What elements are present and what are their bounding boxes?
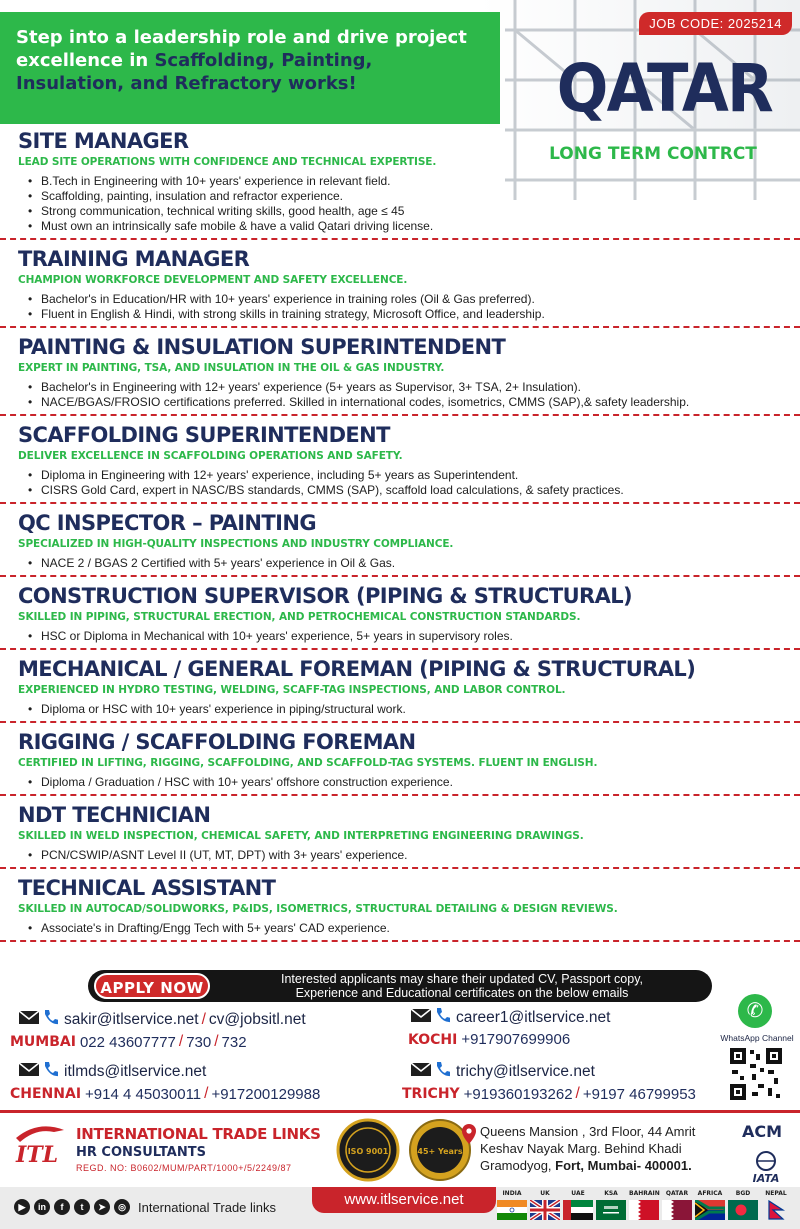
job-tagline: CERTIFIED IN LIFTING, RIGGING, SCAFFOLDING, AND SCAFFOLD-TAG SYSTEMS. FLUENT IN ENGLISH. — [18, 757, 598, 769]
job-title: CONSTRUCTION SUPERVISOR (PIPING & STRUCTURAL) — [18, 584, 633, 608]
job-tagline: DELIVER EXCELLENCE IN SCAFFOLDING OPERATIONS AND SAFETY. — [18, 450, 403, 462]
flag-uae: UAE — [563, 1190, 593, 1220]
svg-text:IATA: IATA — [752, 1172, 780, 1184]
job-painting-insulation-superintendent — [0, 333, 800, 416]
whatsapp-channel-label: WhatsApp Channel — [720, 1033, 794, 1043]
job-title: NDT TECHNICIAN — [18, 803, 211, 827]
iata-logo — [746, 1150, 786, 1184]
phone-number[interactable]: +919360193262 — [463, 1085, 573, 1103]
apply-now-button[interactable]: APPLY NOW — [94, 973, 210, 999]
flag-uk: UK — [530, 1190, 560, 1220]
iso-certified-badge — [336, 1118, 400, 1182]
phone-number[interactable]: +9197 46799953 — [582, 1085, 696, 1103]
job-tagline: LEAD SITE OPERATIONS WITH CONFIDENCE AND TECHNICAL EXPERTISE. — [18, 156, 437, 168]
registration-number: REGD. NO: B0602/MUM/PART/1000+/5/2249/87 — [76, 1163, 292, 1173]
job-tagline: SKILLED IN WELD INSPECTION, CHEMICAL SAFETY, AND INTERPRETING ENGINEERING DRAWINGS. — [18, 830, 584, 842]
headline-banner — [0, 12, 500, 124]
flag-africa: AFRICA — [695, 1190, 725, 1220]
phone-number[interactable]: +914 4 45030011 — [85, 1085, 202, 1103]
job-requirement: • Bachelor's in Education/HR with 10+ years' experience in training roles (Oil & Gas preferred). — [28, 292, 800, 307]
job-title: TECHNICAL ASSISTANT — [18, 876, 276, 900]
phone-number[interactable]: +917907699906 — [461, 1031, 571, 1048]
contract-type: LONG TERM CONTRCT — [549, 144, 757, 164]
city-label: CHENNAI — [10, 1086, 82, 1102]
job-technical-assistant — [0, 874, 800, 942]
job-tagline: EXPERT IN PAINTING, TSA, AND INSULATION IN THE OIL & GAS INDUSTRY. — [18, 362, 445, 374]
job-requirement: • Diploma in Engineering with 12+ years' experience, including 5+ years as Superintendent. — [28, 468, 800, 483]
email-link[interactable]: cv@jobsitl.net — [208, 1010, 306, 1028]
mail-phone-icon — [18, 1008, 58, 1031]
job-requirement: • HSC or Diploma in Mechanical with 10+ years' experience, 5+ years in supervisory roles. — [28, 629, 800, 644]
city-label: KOCHI — [408, 1031, 458, 1048]
job-tagline: EXPERIENCED IN HYDRO TESTING, WELDING, SCAFF-TAG INSPECTIONS, AND LABOR CONTROL. — [18, 684, 566, 696]
job-title: SCAFFOLDING SUPERINTENDENT — [18, 423, 390, 447]
office-chennai: itlmds@itlservice.net CHENNAI +914 4 45030011 / +917200129988 — [18, 1060, 320, 1103]
company-name: INTERNATIONAL TRADE LINKS — [76, 1125, 321, 1143]
job-requirement: • Bachelor's in Engineering with 12+ years' experience (5+ years as Supervisor, 3+ TSA, 2+ Insulation). — [28, 380, 800, 395]
email-link[interactable]: trichy@itlservice.net — [456, 1062, 595, 1080]
website-link[interactable]: www.itlservice.net — [312, 1187, 496, 1213]
job-tagline: SPECIALIZED IN HIGH-QUALITY INSPECTIONS AND INDUSTRY COMPLIANCE. — [18, 538, 454, 550]
job-qc-inspector-painting — [0, 509, 800, 577]
company-address: Queens Mansion , 3rd Floor, 44 Amrit Keshav Nayak Marg. Behind Khadi Gramodyog, Fort, Mumbai- 400001. — [480, 1123, 740, 1174]
office-trichy: trichy@itlservice.net TRICHY +919360193262 / +9197 46799953 — [410, 1060, 696, 1103]
email-link[interactable]: sakir@itlservice.net — [64, 1010, 199, 1028]
job-construction-supervisor — [0, 582, 800, 650]
email-link[interactable]: itlmds@itlservice.net — [64, 1062, 207, 1080]
office-kochi — [410, 1006, 610, 1048]
job-requirement: • Fluent in English & Hindi, with strong skills in training strategy, Microsoft Office, and leadership. — [28, 307, 800, 322]
social-label: International Trade links — [138, 1199, 277, 1215]
phone-number[interactable]: +917200129988 — [211, 1085, 321, 1103]
acm-logo: ACM — [742, 1122, 783, 1141]
job-rigging-scaffolding-foreman — [0, 728, 800, 796]
phone-number[interactable]: 732 — [221, 1033, 247, 1051]
job-requirement: • Associate's in Drafting/Engg Tech with 5+ years' CAD experience. — [28, 921, 800, 936]
job-requirement: • PCN/CSWIP/ASNT Level II (UT, MT, DPT) with 3+ years' experience. — [28, 848, 800, 863]
job-requirement: • Must own an intrinsically safe mobile & have a valid Qatari driving license. — [28, 219, 800, 234]
job-site-manager — [0, 127, 800, 240]
telegram-icon[interactable]: ➤ — [94, 1199, 110, 1215]
job-code-badge: JOB CODE: 2025214 — [639, 12, 792, 35]
phone-number[interactable]: 730 — [186, 1033, 212, 1051]
job-requirement: • NACE/BGAS/FROSIO certifications preferred. Skilled in international codes, isometrics, CMMS (SAP),& safety leadership. — [28, 395, 800, 410]
apply-instructions: Interested applicants may share their updated CV, Passport copy, Experience and Educational certificates on the below emails — [280, 972, 643, 1000]
job-tagline: SKILLED IN AUTOCAD/SOLIDWORKS, P&IDS, ISOMETRICS, STRUCTURAL DETAILING & DESIGN REVIEWS. — [18, 903, 618, 915]
flag-qatar: QATAR — [662, 1190, 692, 1220]
job-requirement: • Diploma / Graduation / HSC with 10+ years' offshore construction experience. — [28, 775, 800, 790]
flag-india: INDIA — [497, 1190, 527, 1220]
mail-phone-icon — [410, 1060, 450, 1083]
country-flags — [494, 1190, 791, 1220]
job-scaffolding-superintendent — [0, 421, 800, 504]
city-label: MUMBAI — [10, 1034, 76, 1050]
job-title: QC INSPECTOR – PAINTING — [18, 511, 316, 535]
whatsapp-icon[interactable]: ✆ — [738, 994, 772, 1028]
job-training-manager — [0, 245, 800, 328]
headline-text: Step into a leadership role and drive project excellence in Scaffolding, Painting, Insulation, and Refractory works! — [16, 27, 467, 94]
job-requirement: • NACE 2 / BGAS 2 Certified with 5+ years' experience in Oil & Gas. — [28, 556, 800, 571]
email-link[interactable]: career1@itlservice.net — [456, 1008, 611, 1026]
city-label: TRICHY — [402, 1086, 460, 1102]
job-requirement: • Diploma or HSC with 10+ years' experience in piping/structural work. — [28, 702, 800, 717]
job-tagline: CHAMPION WORKFORCE DEVELOPMENT AND SAFETY EXCELLENCE. — [18, 274, 408, 286]
job-mechanical-general-foreman — [0, 655, 800, 723]
phone-number[interactable]: 022 43607777 — [79, 1033, 176, 1051]
facebook-icon[interactable]: f — [54, 1199, 70, 1215]
job-title: RIGGING / SCAFFOLDING FOREMAN — [18, 730, 416, 754]
job-tagline: SKILLED IN PIPING, STRUCTURAL ERECTION, AND PETROCHEMICAL CONSTRUCTION STANDARDS. — [18, 611, 581, 623]
twitter-icon[interactable]: t — [74, 1199, 90, 1215]
office-mumbai: sakir@itlservice.net / cv@jobsitl.net MUMBAI 022 43607777 / 730 / 732 — [18, 1008, 306, 1051]
job-requirement: • B.Tech in Engineering with 10+ years' experience in relevant field. — [28, 174, 800, 189]
country-title: QATAR — [556, 50, 772, 127]
job-ndt-technician — [0, 801, 800, 869]
linkedin-icon[interactable]: in — [34, 1199, 50, 1215]
svg-text:ITL: ITL — [16, 1142, 59, 1168]
flag-bahrain: BAHRAIN — [629, 1190, 659, 1220]
mail-phone-icon — [410, 1006, 450, 1029]
instagram-icon[interactable]: ◎ — [114, 1199, 130, 1215]
flag-ksa: KSA — [596, 1190, 626, 1220]
job-title: SITE MANAGER — [18, 129, 189, 153]
job-title: MECHANICAL / GENERAL FOREMAN (PIPING & STRUCTURAL) — [18, 657, 696, 681]
flag-bgd: BGD — [728, 1190, 758, 1220]
qr-code[interactable] — [728, 1046, 784, 1102]
job-requirement: • Scaffolding, painting, insulation and refractor experience. — [28, 189, 800, 204]
itl-logo — [12, 1122, 70, 1172]
svg-text:ISO 9001: ISO 9001 — [347, 1147, 389, 1156]
flag-nepal: NEPAL — [761, 1190, 791, 1220]
svg-text:45+ Years: 45+ Years — [417, 1147, 463, 1156]
youtube-icon[interactable]: ▶ — [14, 1199, 30, 1215]
social-links — [14, 1199, 276, 1215]
location-pin-icon — [462, 1124, 476, 1148]
job-requirement: • CISRS Gold Card, expert in NASC/BS standards, CMMS (SAP), scaffold load calculations, & safety practices. — [28, 483, 800, 498]
mail-phone-icon — [18, 1060, 58, 1083]
headline-highlight: Scaffolding, Painting, Insulation, and Refractory works! — [16, 50, 373, 94]
job-title: TRAINING MANAGER — [18, 247, 250, 271]
job-requirement: • Strong communication, technical writing skills, good health, age ≤ 45 — [28, 204, 800, 219]
job-list — [0, 127, 800, 947]
job-title: PAINTING & INSULATION SUPERINTENDENT — [18, 335, 506, 359]
company-subtitle: HR CONSULTANTS — [76, 1145, 206, 1160]
